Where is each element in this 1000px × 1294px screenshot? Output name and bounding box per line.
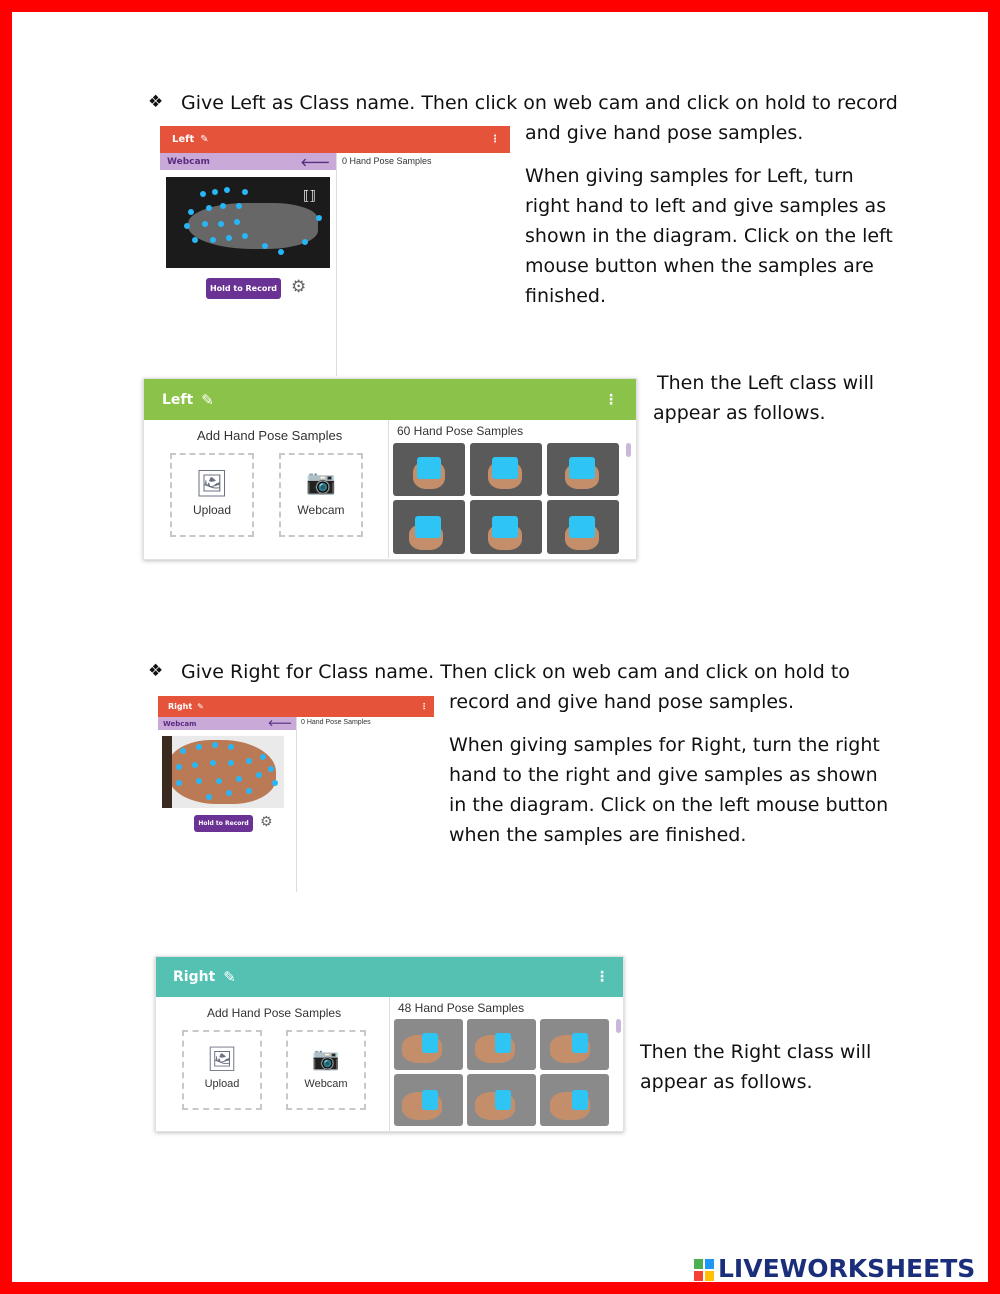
- diamond-bullet-icon: ❖: [148, 92, 164, 112]
- sample-thumbnail: [540, 1074, 609, 1126]
- camera-icon: 📷: [312, 1046, 340, 1071]
- arrow-left-icon[interactable]: 🡐: [300, 155, 330, 169]
- webcam-button[interactable]: [286, 1030, 366, 1110]
- webcam-label: Webcam: [167, 156, 210, 167]
- logo-text: LIVEWORKSHEETS: [718, 1254, 976, 1283]
- scrollbar[interactable]: [616, 1019, 621, 1033]
- class-header: [160, 126, 510, 153]
- webcam-preview: [162, 736, 284, 808]
- pencil-icon[interactable]: ✎: [201, 390, 214, 409]
- class-header: [156, 957, 623, 997]
- more-vertical-icon[interactable]: ⋮: [604, 391, 618, 408]
- pencil-icon[interactable]: ✎: [223, 968, 236, 986]
- more-vertical-icon[interactable]: ⋮: [595, 969, 609, 985]
- webcam-bar: [160, 153, 336, 170]
- sample-thumbnail: [467, 1074, 536, 1126]
- upload-label: Upload: [204, 1078, 240, 1090]
- left-webcam-screenshot: [160, 126, 510, 376]
- section2-result: Then the Right class will appear as follows.: [640, 1041, 872, 1093]
- webcam-label: Webcam: [304, 1078, 348, 1090]
- sample-thumbnail: [393, 443, 465, 496]
- upload-label: Upload: [192, 503, 232, 517]
- class-name: Right: [168, 702, 193, 711]
- more-vertical-icon[interactable]: ⋮: [490, 134, 500, 145]
- logo-mark-icon: [694, 1259, 714, 1281]
- samples-count: 0 Hand Pose Samples: [301, 719, 371, 726]
- sample-thumbnail: [394, 1019, 463, 1070]
- sample-thumbnail: [547, 500, 619, 554]
- pencil-icon[interactable]: ✎: [200, 134, 209, 145]
- class-name: Left: [162, 391, 194, 408]
- sample-thumbnail: [470, 443, 542, 496]
- webcam-bar: [158, 717, 296, 730]
- hold-to-record-button[interactable]: Hold to Record: [194, 815, 253, 832]
- class-name: Left: [172, 134, 195, 145]
- upload-button[interactable]: [182, 1030, 262, 1110]
- hold-to-record-button[interactable]: Hold to Record: [206, 278, 281, 299]
- flip-camera-icon[interactable]: ⟦⟧: [303, 189, 316, 204]
- gear-icon[interactable]: ⚙: [260, 814, 273, 830]
- samples-count: 60 Hand Pose Samples: [397, 424, 524, 438]
- image-upload-icon: 🖼: [195, 468, 229, 498]
- add-samples-label: Add Hand Pose Samples: [197, 428, 343, 443]
- pencil-icon[interactable]: ✎: [197, 702, 204, 711]
- more-vertical-icon[interactable]: ⋮: [420, 702, 428, 711]
- section2-detail: When giving samples for Right, turn the right hand to the right and give samples as shown in the diagram. Click on the left mouse button when the samples are finished.: [449, 734, 889, 846]
- upload-button[interactable]: [170, 453, 254, 537]
- add-samples-label: Add Hand Pose Samples: [207, 1006, 342, 1020]
- left-class-card: [143, 378, 637, 560]
- class-header: [158, 696, 434, 717]
- webcam-preview: [166, 177, 330, 268]
- scrollbar[interactable]: [626, 443, 631, 457]
- gear-icon[interactable]: ⚙: [291, 277, 307, 297]
- right-webcam-screenshot: [158, 696, 434, 892]
- sample-thumbnail: [394, 1074, 463, 1126]
- class-name: Right: [173, 969, 216, 985]
- sample-thumbnail: [467, 1019, 536, 1070]
- section1-detail: When giving samples for Left, turn right hand to left and give samples as shown in the diagram. Click on the left mouse button when the samples are finished.: [525, 165, 893, 307]
- section1-result: Then the Left class will appear as follows.: [653, 372, 875, 424]
- camera-icon: 📷: [306, 469, 336, 496]
- class-header: [144, 379, 636, 420]
- samples-count: 0 Hand Pose Samples: [342, 156, 432, 166]
- diamond-bullet-icon: ❖: [148, 661, 164, 681]
- webcam-button[interactable]: [279, 453, 363, 537]
- liveworksheets-logo: [694, 1256, 988, 1284]
- section2-instruction-line2: record and give hand pose samples.: [449, 691, 794, 713]
- section2-instruction-line1: Give Right for Class name. Then click on web cam and click on hold to: [181, 661, 850, 683]
- arrow-left-icon[interactable]: 🡐: [267, 719, 292, 729]
- webcam-label: Webcam: [297, 503, 345, 517]
- right-class-card: [155, 956, 624, 1132]
- image-upload-icon: 🖼: [206, 1046, 238, 1073]
- sample-thumbnail: [547, 443, 619, 496]
- section1-instruction-line2: and give hand pose samples.: [525, 122, 804, 144]
- webcam-label: Webcam: [163, 719, 197, 728]
- sample-thumbnail: [470, 500, 542, 554]
- sample-thumbnail: [393, 500, 465, 554]
- samples-count: 48 Hand Pose Samples: [398, 1001, 525, 1015]
- section1-instruction-line1: Give Left as Class name. Then click on web cam and click on hold to record: [181, 92, 898, 114]
- sample-thumbnail: [540, 1019, 609, 1070]
